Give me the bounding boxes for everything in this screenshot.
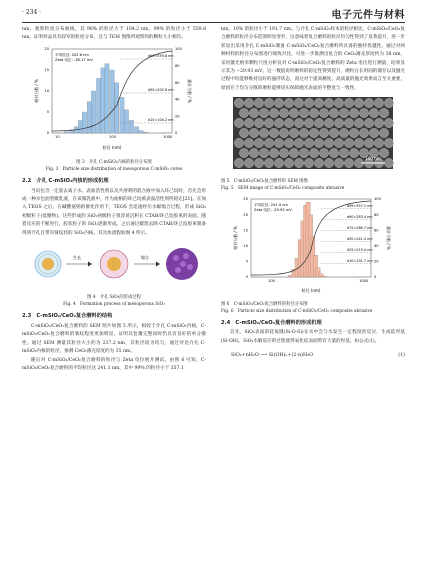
chart-bar [87, 101, 91, 133]
particle [324, 159, 333, 168]
tick-label: 60 [175, 80, 180, 85]
particle [299, 109, 308, 118]
particle [239, 129, 248, 138]
particle [234, 119, 243, 128]
particle [339, 149, 348, 158]
particle [249, 149, 258, 158]
tick-label: 20 [374, 259, 379, 264]
page-number: · 234 · [22, 9, 42, 16]
particle [284, 159, 293, 168]
particle [309, 129, 318, 138]
fig4-caption-en: Fig. 4 Formation process of mesoporous SiO₂ [63, 302, 165, 308]
fig3-stat: 平均粒径: 202.6 nm [55, 52, 89, 57]
particle [369, 109, 378, 118]
particle [354, 119, 363, 128]
fig3-stat: Zeta 电位: -38.17 mV [55, 57, 93, 62]
particle [284, 139, 293, 148]
particle [254, 159, 263, 168]
chart-bar [101, 68, 105, 133]
fig4-grow-label: 生长 [73, 255, 81, 261]
fig3-d-label: d10=104.2 nm [148, 117, 174, 122]
particle [329, 149, 338, 158]
mesoporous-sphere-icon [166, 248, 198, 280]
figure-4 [22, 240, 206, 292]
particle [349, 129, 358, 138]
particle [344, 99, 353, 108]
particle [284, 99, 293, 108]
particle [359, 109, 368, 118]
paragraph: C-mSiO₂/CeO₂复合磨料的 SEM 照片如图 5 所示，相较于介孔 C-mSiO₂内核，C-mSiO₂/CeO₂复合磨料的皱纹程度更加明显，证明其包覆完整同时仍具有良好的单分散性。通过 SEM 测量其粒径大小约为 237.2 nm，其粒径较为均匀，通过对比介孔 C-mSiO₂内核的粒径，推测 CeO₂薄壳厚度约为 35 nm。 [22, 323, 206, 355]
section-heading: 2.4 C-mSiO₂/CeO₂复合磨料的形成机理 [221, 320, 322, 327]
particle [349, 109, 358, 118]
tick-label: 10 [55, 134, 60, 139]
paragraph: 随后对 C-mSiO₂/CeO₂复合磨料的粒径与 Zeta 电位展开测试。由图 6 可知，C-mSiO₂/CeO₂复合磨料的平均粒径达 241.1 nm，其中 99% 的粒径小于 357.1 [22, 357, 206, 371]
particle [289, 149, 298, 158]
particle [279, 109, 288, 118]
chart-bar [64, 132, 68, 133]
particle [369, 129, 378, 138]
tick-label: 0 [175, 131, 178, 136]
fig4-condense-label: 缩合 [141, 255, 149, 261]
growing-particle-icon [100, 250, 128, 278]
particle [339, 129, 348, 138]
equation-body: SiO₂+nH₂O ⟶ Si(OH)ₙ+(2-n)H₂O [231, 353, 314, 359]
fig6-d-label: d99=357.1 nm [347, 203, 373, 208]
particle [304, 119, 313, 128]
particle [304, 99, 313, 108]
particle [334, 99, 343, 108]
tick-label: 15 [243, 228, 248, 233]
particle [254, 139, 263, 148]
fig4-caption [22, 294, 206, 308]
fig6-caption-cn: 图 6 C-mSiO₂/CeO₂复合磨料的粒径分布图 [221, 302, 308, 308]
chart-bar [144, 132, 148, 133]
micelle-icon [35, 251, 61, 277]
fig6-ylabel: 相对分数 / % [233, 225, 238, 250]
particle [319, 109, 328, 118]
particle [374, 99, 383, 108]
particle [319, 149, 328, 158]
particle [384, 99, 393, 108]
tick-label: 100 [175, 47, 182, 52]
fig3-d-label: d50=202.6 nm [148, 87, 174, 92]
fig6-d-label: d90=283.4 nm [347, 214, 373, 219]
particle [324, 99, 333, 108]
particle [284, 119, 293, 128]
fig3-d-label: d99=559.8 nm [148, 53, 174, 58]
section-heading: 2.2 介孔 C-mSiO₂内核的形成机理 [22, 178, 109, 185]
scale-bar-label: 100 nm [365, 156, 381, 162]
tick-label: 40 [175, 97, 180, 102]
figure-3 [22, 45, 206, 157]
chart-bar [110, 70, 114, 133]
particle [324, 119, 333, 128]
particle [379, 149, 388, 158]
particle [269, 149, 278, 158]
chart-bar [82, 112, 86, 133]
particle [274, 119, 283, 128]
particle [299, 129, 308, 138]
particle [244, 159, 253, 168]
tick-label: 80 [175, 63, 180, 68]
fig5-caption-en: Fig. 5 SEM image of C-mSiO₂/CeO₂ composite abrasive [221, 185, 345, 191]
particle [329, 129, 338, 138]
tick-label: 25 [243, 196, 248, 201]
tick-label: 20 [175, 114, 180, 119]
tick-label: 10 [44, 89, 49, 94]
fig6-d-label: d50=241.4 nm [347, 236, 373, 241]
fig6-chart [221, 195, 405, 295]
particle [314, 139, 323, 148]
particle [294, 99, 303, 108]
fig3-chart [22, 45, 206, 153]
particle [314, 159, 323, 168]
paragraph: 当向包含一定量去离子水、表面活性剂以及共溶剂的混合液中加入环己烷时，首先会形成一种水包油型微乳液，在该微乳液中，作为油相的环己烷被表面活性剂所稳定[21]。在加入 TEOS 之后，在碱酸氨钠的催化作用下，TEOS 会迅速经历水解缩合过程，形成 SiO₂初级粒子(低聚物)。这些形成的 SiO₂初级粒子很容易沉积在 CTAB/环己烷胶束的表面。随着反应的不断进行，胶状粒子的 SiO₂逐渐形成。之后通过碳烧去除 CTAB/环己烷胶束制备得到介孔且带有皱纹状的 SiO₂内核。其具体流程如图 4 所示。 [22, 188, 206, 236]
fig3-xlabel: 粒径 (nm) [102, 144, 122, 150]
right-column [221, 26, 405, 361]
particle [379, 109, 388, 118]
chart-bar [120, 97, 124, 133]
tick-label: 40 [374, 243, 379, 248]
paragraph: nm，观察粒度分布曲线，其 90% 的粒径大于 104.2 nm，99% 的粒径小于 559.8 nm，证明样品具有较窄的粒度分布，且与 TEM 图像所观察到的颗粒大小相符。 [22, 27, 206, 41]
particle [304, 159, 313, 168]
journal-title: 电子元件与材料 [331, 10, 405, 21]
particle [314, 99, 323, 108]
tick-label: 20 [44, 47, 49, 52]
particle [344, 159, 353, 168]
particle [289, 109, 298, 118]
tick-label: 100 [268, 278, 275, 283]
tick-label: 80 [374, 212, 379, 217]
paragraph: 首先，SiO₂表面的硅氧键(Si-O-Si)在水中会与水发生一定程度的反应，生成硅羟基(Si-OH)。SiO₂水解反应的过程使得氧化硅表面带有大量的羟基，如公式(1)。 [221, 330, 405, 344]
particle [384, 119, 393, 128]
particle [334, 139, 343, 148]
particle [334, 159, 343, 168]
tick-label: 60 [374, 228, 379, 233]
particle [364, 99, 373, 108]
tick-label: 20 [243, 212, 248, 217]
particle [344, 119, 353, 128]
particle [239, 149, 248, 158]
sem-image [221, 95, 405, 171]
chart-bar [322, 276, 326, 277]
section-heading: 2.3 C-mSiO₂/CeO₂复合磨料的结构 [22, 313, 113, 320]
particle [384, 139, 393, 148]
particle [294, 119, 303, 128]
fig6-caption [221, 301, 405, 315]
particle [244, 119, 253, 128]
particle [234, 139, 243, 148]
equation [231, 352, 405, 360]
particle [339, 109, 348, 118]
fig6-caption-en: Fig. 6 Particle size distribution of C-mSiO₂/CeO₂ composite abrasive [221, 309, 373, 315]
particle [314, 119, 323, 128]
particle [349, 149, 358, 158]
particle [249, 129, 258, 138]
particle [259, 149, 268, 158]
left-column [22, 26, 206, 373]
particle [274, 139, 283, 148]
particle [304, 139, 313, 148]
particle [289, 129, 298, 138]
chart-bar [134, 127, 138, 133]
fig6-y2label: 累计分数 / % [386, 225, 391, 250]
fig3-caption-en: Fig. 3 Particle size distribution of mesoporous C-mSiO₂ cores [45, 167, 183, 173]
particle [269, 109, 278, 118]
particle [259, 129, 268, 138]
particle [294, 139, 303, 148]
tick-label: 100 [374, 196, 381, 201]
fig6-d-label: d10=191.7 nm [347, 258, 373, 263]
tick-label: 0 [245, 274, 248, 279]
fig3-ylabel: 相对分数 / % [34, 78, 39, 103]
particle [354, 99, 363, 108]
particle [379, 129, 388, 138]
particle [279, 149, 288, 158]
particle [374, 139, 383, 148]
paragraph: nm，10% 的粒径小于 191.7 nm。与介孔 C-mSiO₂样本的粒径相比，C-mSiO₂/CeO₂复合磨料的粒径分布范围明显变窄，这意味着复合磨料的粒径均匀性得到了显著提升，进一步彰显出采用介孔 C-mSiO₂制备 C-mSiO₂/CeO₂复合磨料所具备的独特优越性。通过对两种材料的粒径分布图进行细致对比，可进一步推测出复合的 CeO₂薄壳厚度约为 38 nm，采用激光纳米颗粒尺度分析仪对 C-mSiO₂/CeO₂复合磨料的 Zeta 电位进行测量，结果显示其为 −29.93 mV。这一数值说明磨料的稳定性得到提升，磨粒在长时间的储存以及抛光过程中均能够维持良好的悬浮状态，而这对于提高精度、高质量的抛光效果而言至关重要，原因在于均匀分散的磨粒能够切实保障抛光表面的平整度与一致性。 [221, 27, 405, 91]
chart-bar [91, 91, 95, 133]
particle [264, 159, 273, 168]
particle [254, 99, 263, 108]
fig5-caption [221, 178, 405, 192]
fig6-stat: Zeta 电位: -29.93 mV [254, 207, 292, 212]
chart-bar [124, 110, 128, 133]
fig6-stat: 平均粒径: 241.4 nm [254, 202, 288, 207]
particle [364, 139, 373, 148]
particle [259, 109, 268, 118]
figure-6 [221, 195, 405, 299]
particle [299, 149, 308, 158]
tick-label: 15 [44, 68, 49, 73]
particle [264, 139, 273, 148]
tick-label: 5 [46, 110, 49, 115]
particle [309, 109, 318, 118]
fig3-y2label: 累计分数 / % [187, 78, 192, 103]
particle [359, 129, 368, 138]
particle [364, 119, 373, 128]
fig4-caption-cn: 图 4 介孔 SiO₂的形成过程 [87, 295, 141, 301]
particle [294, 159, 303, 168]
fig3-caption-cn: 图 3 介孔 C-mSiO₂内核的粒径分布图 [76, 160, 152, 166]
header-rule [22, 22, 405, 23]
figure-5 [221, 95, 405, 175]
particle [249, 109, 258, 118]
particle [309, 149, 318, 158]
fig3-caption [22, 159, 206, 173]
tick-label: 5 [245, 259, 248, 264]
particle [329, 109, 338, 118]
particle [279, 129, 288, 138]
particle [274, 159, 283, 168]
equation-number: (1) [398, 353, 405, 359]
chart-bar [96, 78, 100, 133]
tick-label: 0 [374, 274, 377, 279]
particle [244, 99, 253, 108]
fig6-xlabel: 粒径 (nm) [301, 287, 321, 293]
particle [354, 139, 363, 148]
particle [234, 159, 243, 168]
tick-label: 1000 [359, 278, 369, 283]
particle [374, 119, 383, 128]
chart-bar [105, 64, 109, 133]
particle [254, 119, 263, 128]
running-header [22, 6, 405, 22]
chart-bar [129, 120, 133, 133]
particle [234, 99, 243, 108]
fig6-d-label: d25=215.4 nm [347, 247, 373, 252]
particle [344, 139, 353, 148]
tick-label: 100 [109, 134, 116, 139]
fig5-caption-cn: 图 5 C-mSiO₂/CeO₂复合磨料的 SEM 图像 [221, 178, 308, 184]
tick-label: 0 [46, 131, 49, 136]
particle [384, 159, 393, 168]
particle [334, 119, 343, 128]
particle [264, 119, 273, 128]
particle [269, 129, 278, 138]
fig4-diagram [22, 240, 206, 288]
particle [264, 99, 273, 108]
particle [239, 109, 248, 118]
chart-bar [139, 130, 143, 133]
particle [274, 99, 283, 108]
particle [244, 139, 253, 148]
tick-label: 1000 [163, 134, 173, 139]
fig6-d-label: d75=266.7 nm [347, 225, 373, 230]
particle [319, 129, 328, 138]
particle [324, 139, 333, 148]
tick-label: 10 [243, 243, 248, 248]
